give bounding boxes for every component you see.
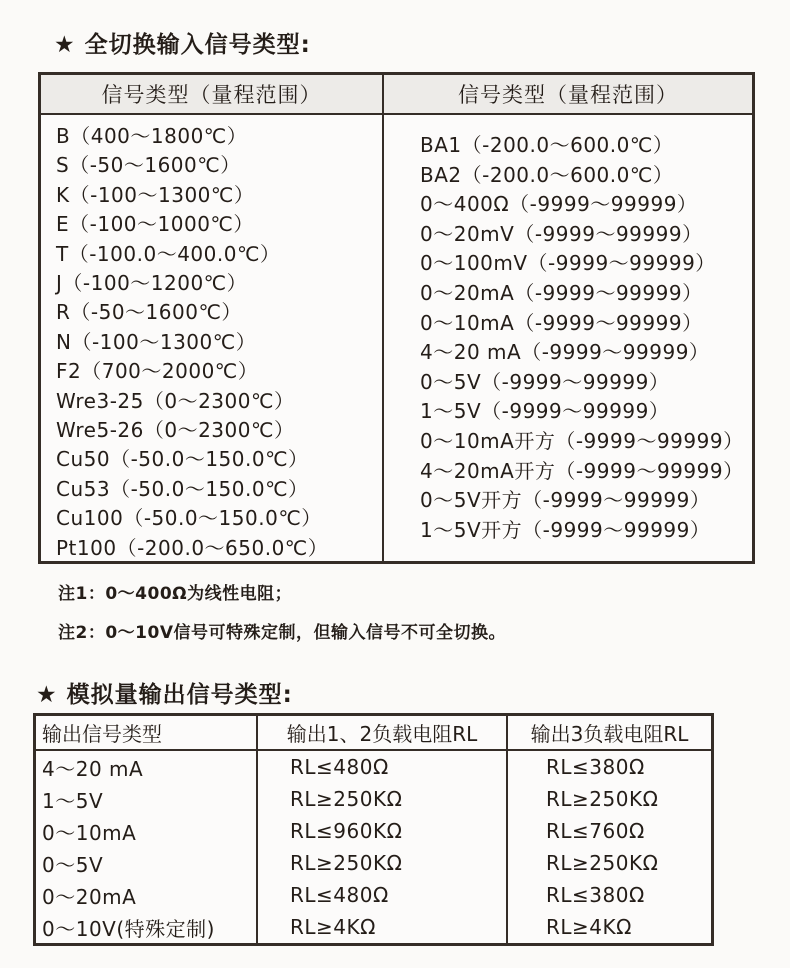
table-row	[36, 847, 711, 879]
signal-type-item: S（-50～1600℃）	[56, 153, 241, 178]
signal-type-item: 0～10mA（-9999～99999）	[420, 310, 703, 335]
output-signal-type-cell: 0～10V(特殊定制)	[36, 911, 258, 943]
signal-type-item: 4～20 mA（-9999～99999）	[420, 340, 710, 365]
signal-type-item: 0～100mV（-9999～99999）	[420, 251, 716, 276]
table-row	[36, 815, 711, 847]
load-resistance-12-cell: RL≤480Ω	[258, 751, 508, 783]
signal-type-item: BA2（-200.0～600.0℃）	[420, 162, 674, 187]
load-resistance-3-cell: RL≤380Ω	[546, 883, 645, 907]
signal-type-item: Cu100（-50.0～150.0℃）	[56, 506, 322, 531]
signal-type-item: 0～20mV（-9999～99999）	[420, 221, 703, 246]
output-table-header-signal-type: 输出信号类型	[36, 716, 258, 749]
output-table-header-load-3: 输出3负载电阻RL	[530, 722, 689, 746]
signal-type-item: Cu50（-50.0～150.0℃）	[56, 447, 309, 472]
load-resistance-3-cell: RL≥250KΩ	[546, 787, 659, 811]
load-resistance-3-cell: RL≥4KΩ	[546, 915, 632, 939]
signal-type-item: BA1（-200.0～600.0℃）	[420, 133, 674, 157]
signal-type-item: 0～5V（-9999～99999）	[420, 369, 670, 394]
signal-type-item: 0～10mA开方（-9999～99999）	[420, 428, 744, 453]
signal-list-right	[384, 115, 752, 563]
signal-type-item: E（-100～1000℃）	[56, 212, 254, 237]
signal-type-item: 0～400Ω（-9999～99999）	[420, 192, 698, 217]
signal-type-item: B（400～1800℃）	[56, 124, 248, 148]
table-row	[36, 879, 711, 911]
load-resistance-12-cell: RL≤480Ω	[258, 879, 508, 911]
signal-list-left	[41, 115, 384, 563]
output-table-header-row	[36, 716, 711, 751]
note-2: 注2：0～10V信号可特殊定制，但输入信号不可全切换。	[58, 623, 506, 643]
signal-type-item: 4～20mA开方（-9999～99999）	[420, 458, 744, 483]
signal-type-item: F2（700～2000℃）	[56, 359, 259, 384]
input-table-body	[41, 115, 752, 563]
output-table-body	[36, 751, 711, 943]
note-1: 注1：0～400Ω为线性电阻；	[58, 584, 293, 604]
output-signal-type-cell: 4～20 mA	[36, 751, 258, 783]
output-signal-table	[33, 713, 714, 946]
table-row	[36, 911, 711, 943]
table-row	[36, 783, 711, 815]
signal-type-item: Wre3-25（0～2300℃）	[56, 388, 295, 413]
load-resistance-3-cell: RL≤380Ω	[546, 755, 645, 779]
load-resistance-12-cell: RL≥250KΩ	[258, 783, 508, 815]
input-table-header-left: 信号类型（量程范围）	[41, 75, 384, 113]
output-signals-section-title: ★ 模拟量输出信号类型:	[36, 682, 293, 708]
table-row	[36, 751, 711, 783]
output-signal-type-cell: 0～20mA	[36, 879, 258, 911]
signal-type-item: Cu53（-50.0～150.0℃）	[56, 476, 309, 501]
signal-type-item: 0～20mA（-9999～99999）	[420, 280, 703, 305]
input-signals-section-title: ★ 全切换输入信号类型:	[54, 32, 311, 58]
output-signal-type-cell: 0～5V	[36, 847, 258, 879]
load-resistance-3-cell: RL≤760Ω	[546, 819, 645, 843]
signal-type-item: 1～5V开方（-9999～99999）	[420, 517, 711, 542]
signal-type-item: R（-50～1600℃）	[56, 300, 242, 325]
load-resistance-12-cell: RL≤960KΩ	[258, 815, 508, 847]
input-table-header-row	[41, 75, 752, 115]
signal-type-item: K（-100～1300℃）	[56, 182, 255, 207]
signal-type-item: 1～5V（-9999～99999）	[420, 399, 670, 424]
input-signal-table	[38, 72, 755, 564]
load-resistance-3-cell: RL≥250KΩ	[546, 851, 659, 875]
signal-type-item: 0～5V开方（-9999～99999）	[420, 488, 711, 513]
output-signal-type-cell: 1～5V	[36, 783, 258, 815]
signal-type-item: N（-100～1300℃）	[56, 329, 257, 354]
load-resistance-12-cell: RL≥4KΩ	[258, 911, 508, 943]
input-table-header-right: 信号类型（量程范围）	[458, 83, 678, 107]
signal-type-item: Pt100（-200.0～650.0℃）	[56, 535, 329, 560]
output-signal-type-cell: 0～10mA	[36, 815, 258, 847]
signal-type-item: Wre5-26（0～2300℃）	[56, 418, 295, 443]
signal-type-item: T（-100.0～400.0℃）	[56, 241, 281, 266]
signal-type-item: J（-100～1200℃）	[56, 271, 248, 296]
output-table-header-load-12: 输出1、2负载电阻RL	[258, 716, 508, 749]
load-resistance-12-cell: RL≥250KΩ	[258, 847, 508, 879]
